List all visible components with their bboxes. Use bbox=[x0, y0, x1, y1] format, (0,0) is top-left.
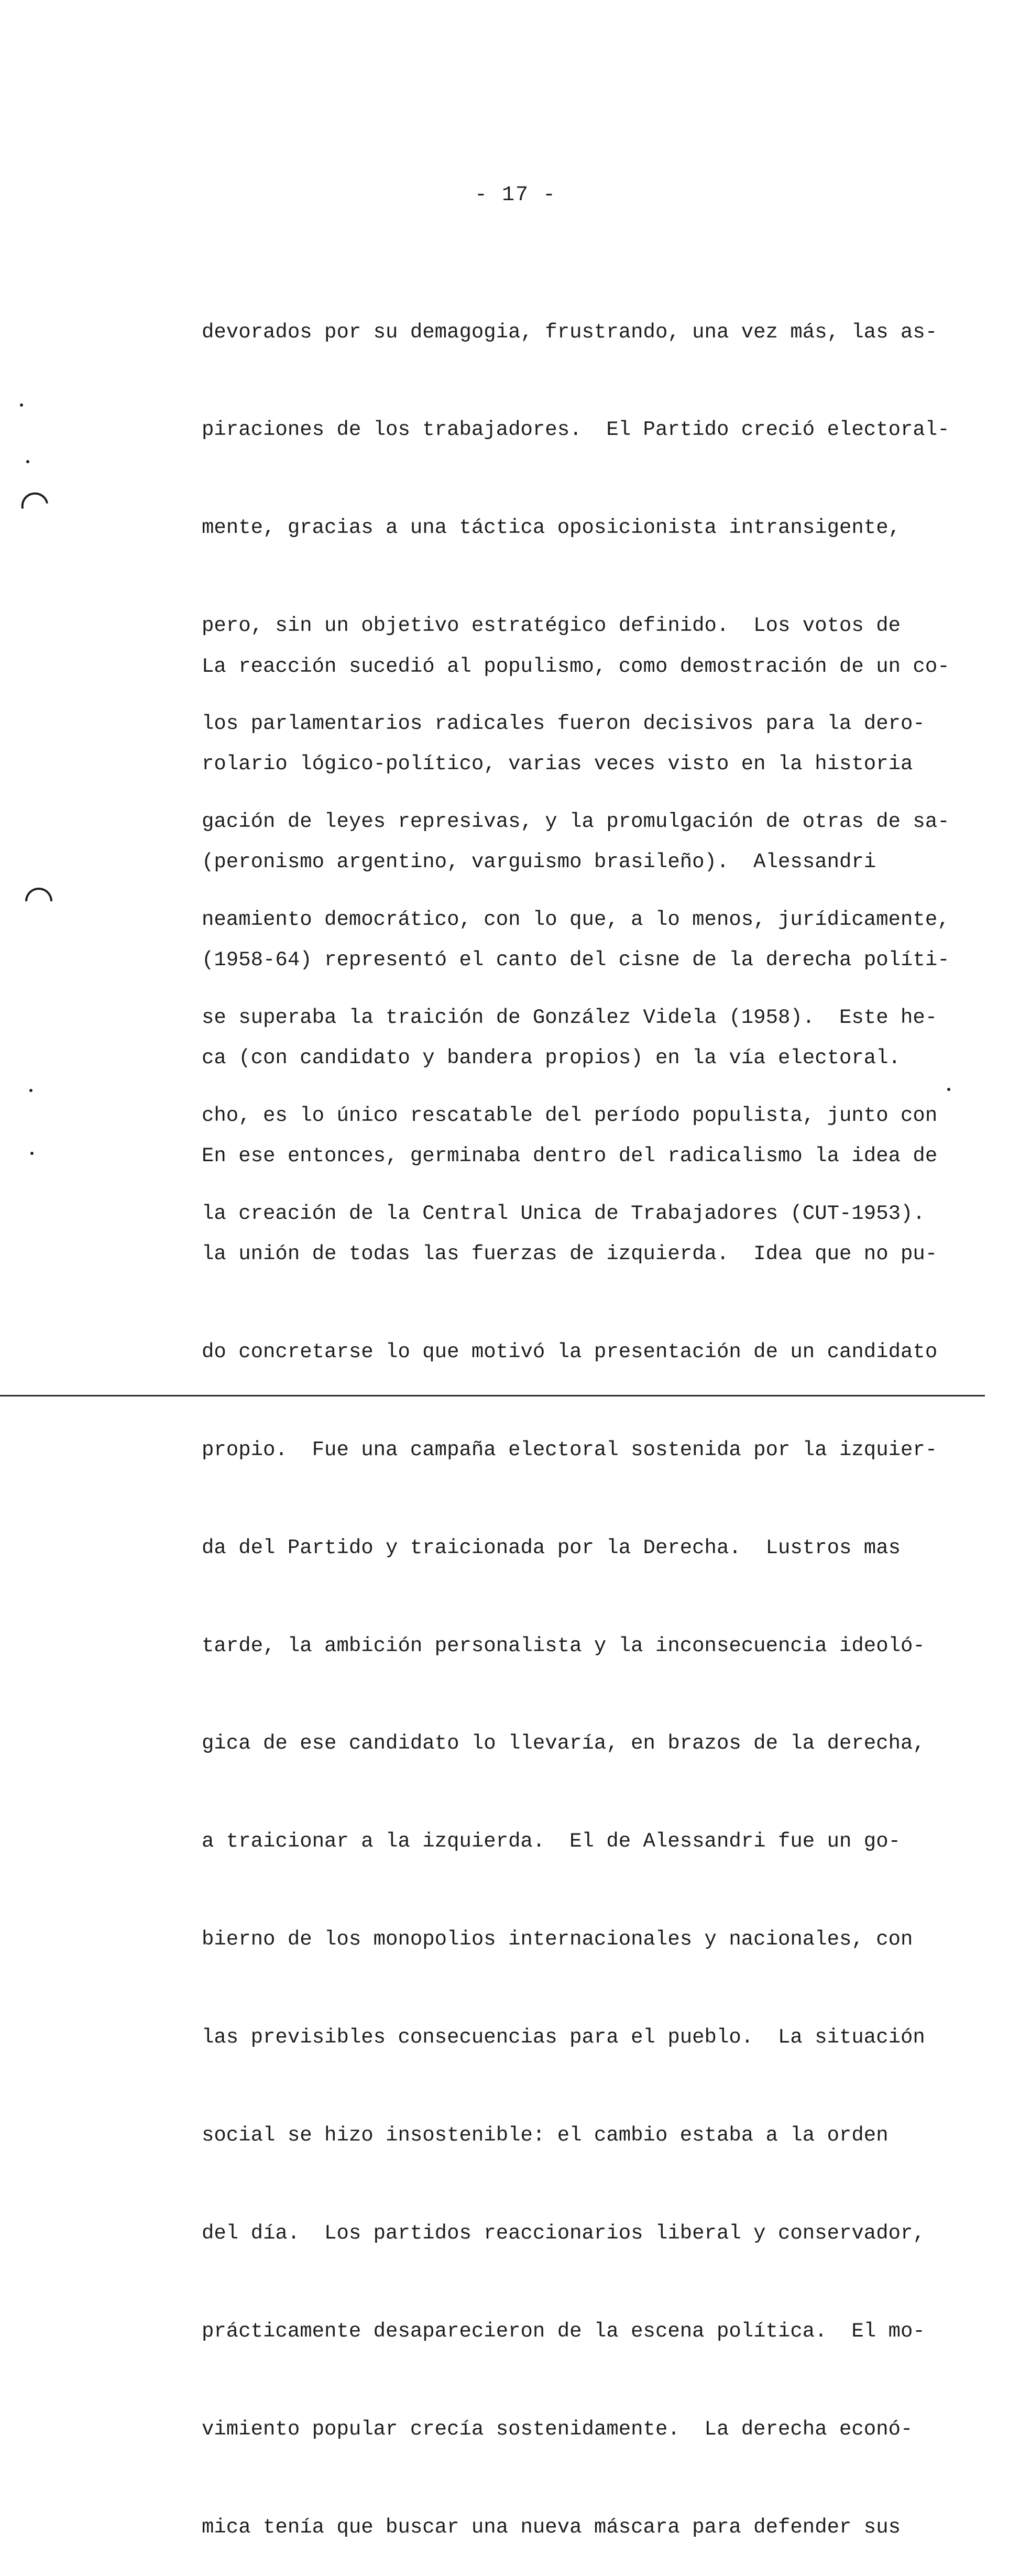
speck-mark bbox=[30, 1152, 34, 1155]
text-line: del día. Los partidos reaccionarios liberal y conservador, bbox=[202, 2221, 925, 2245]
text-line: bierno de los monopolios internacionales y nacionales, con bbox=[202, 1928, 913, 1951]
paragraph-2 bbox=[202, 585, 967, 2576]
text-line: gica de ese candidato lo llevaría, en brazos de la derecha, bbox=[202, 1732, 925, 1755]
binder-hole-mark bbox=[19, 490, 48, 509]
binder-hole-mark bbox=[25, 888, 52, 901]
text-line: piraciones de los trabajadores. El Partido creció electoral- bbox=[202, 418, 950, 442]
text-line: La reacción sucedió al populismo, como demostración de un co- bbox=[202, 654, 950, 678]
page-bottom-edge bbox=[0, 1395, 985, 1396]
text-line: da del Partido y traicionada por la Derecha. Lustros mas bbox=[202, 1536, 901, 1559]
text-line: devorados por su demagogia, frustrando, una vez más, las as- bbox=[202, 320, 938, 344]
text-line: (peronismo argentino, varguismo brasileño). Alessandri bbox=[202, 850, 876, 874]
text-line: cho, es lo único rescatable del período populista, junto con bbox=[202, 1104, 938, 1127]
text-line: social se hizo insostenible: el cambio estaba a la orden bbox=[202, 2123, 889, 2147]
text-line: neamiento democrático, con lo que, a lo menos, jurídicamente, bbox=[202, 908, 950, 931]
text-line: (1958-64) representó el canto del cisne de la derecha políti- bbox=[202, 948, 950, 972]
text-line: propio. Fue una campaña electoral sostenida por la izquier- bbox=[202, 1438, 938, 1461]
speck-mark bbox=[26, 460, 29, 463]
text-line: do concretarse lo que motivó la presentación de un candidato bbox=[202, 1340, 938, 1363]
text-line: se superaba la traición de González Videla (1958). Este he- bbox=[202, 1006, 938, 1029]
text-line: la creación de la Central Unica de Trabajadores (CUT-1953). bbox=[202, 1202, 925, 1225]
text-line: a traicionar a la izquierda. El de Alessandri fue un go- bbox=[202, 1830, 901, 1853]
text-line: En ese entonces, germinaba dentro del radicalismo la idea de bbox=[202, 1144, 938, 1168]
text-line: las previsibles consecuencias para el pueblo. La situación bbox=[202, 2026, 925, 2049]
text-line: la unión de todas las fuerzas de izquierda. Idea que no pu- bbox=[202, 1242, 938, 1265]
speck-mark bbox=[29, 1089, 32, 1092]
text-line: mica tenía que buscar una nueva máscara para defender sus bbox=[202, 2515, 901, 2539]
text-line: mente, gracias a una táctica oposicionista intransigente, bbox=[202, 516, 901, 540]
speck-mark bbox=[947, 1088, 950, 1091]
text-line: vimiento popular crecía sostenidamente. La derecha econó- bbox=[202, 2417, 913, 2441]
text-line: rolario lógico-político, varias veces visto en la historia bbox=[202, 752, 913, 776]
text-line: prácticamente desaparecieron de la escena política. El mo- bbox=[202, 2319, 925, 2343]
text-line: tarde, la ambición personalista y la inconsecuencia ideoló- bbox=[202, 1634, 925, 1657]
text-line: pero, sin un objetivo estratégico definido. Los votos de bbox=[202, 614, 901, 638]
page-number: - 17 - bbox=[474, 183, 557, 207]
text-line: los parlamentarios radicales fueron decisivos para la dero- bbox=[202, 712, 925, 736]
text-line: gación de leyes represivas, y la promulgación de otras de sa- bbox=[202, 810, 950, 834]
speck-mark bbox=[20, 403, 23, 407]
text-line: ca (con candidato y bandera propios) en la vía electoral. bbox=[202, 1046, 901, 1070]
